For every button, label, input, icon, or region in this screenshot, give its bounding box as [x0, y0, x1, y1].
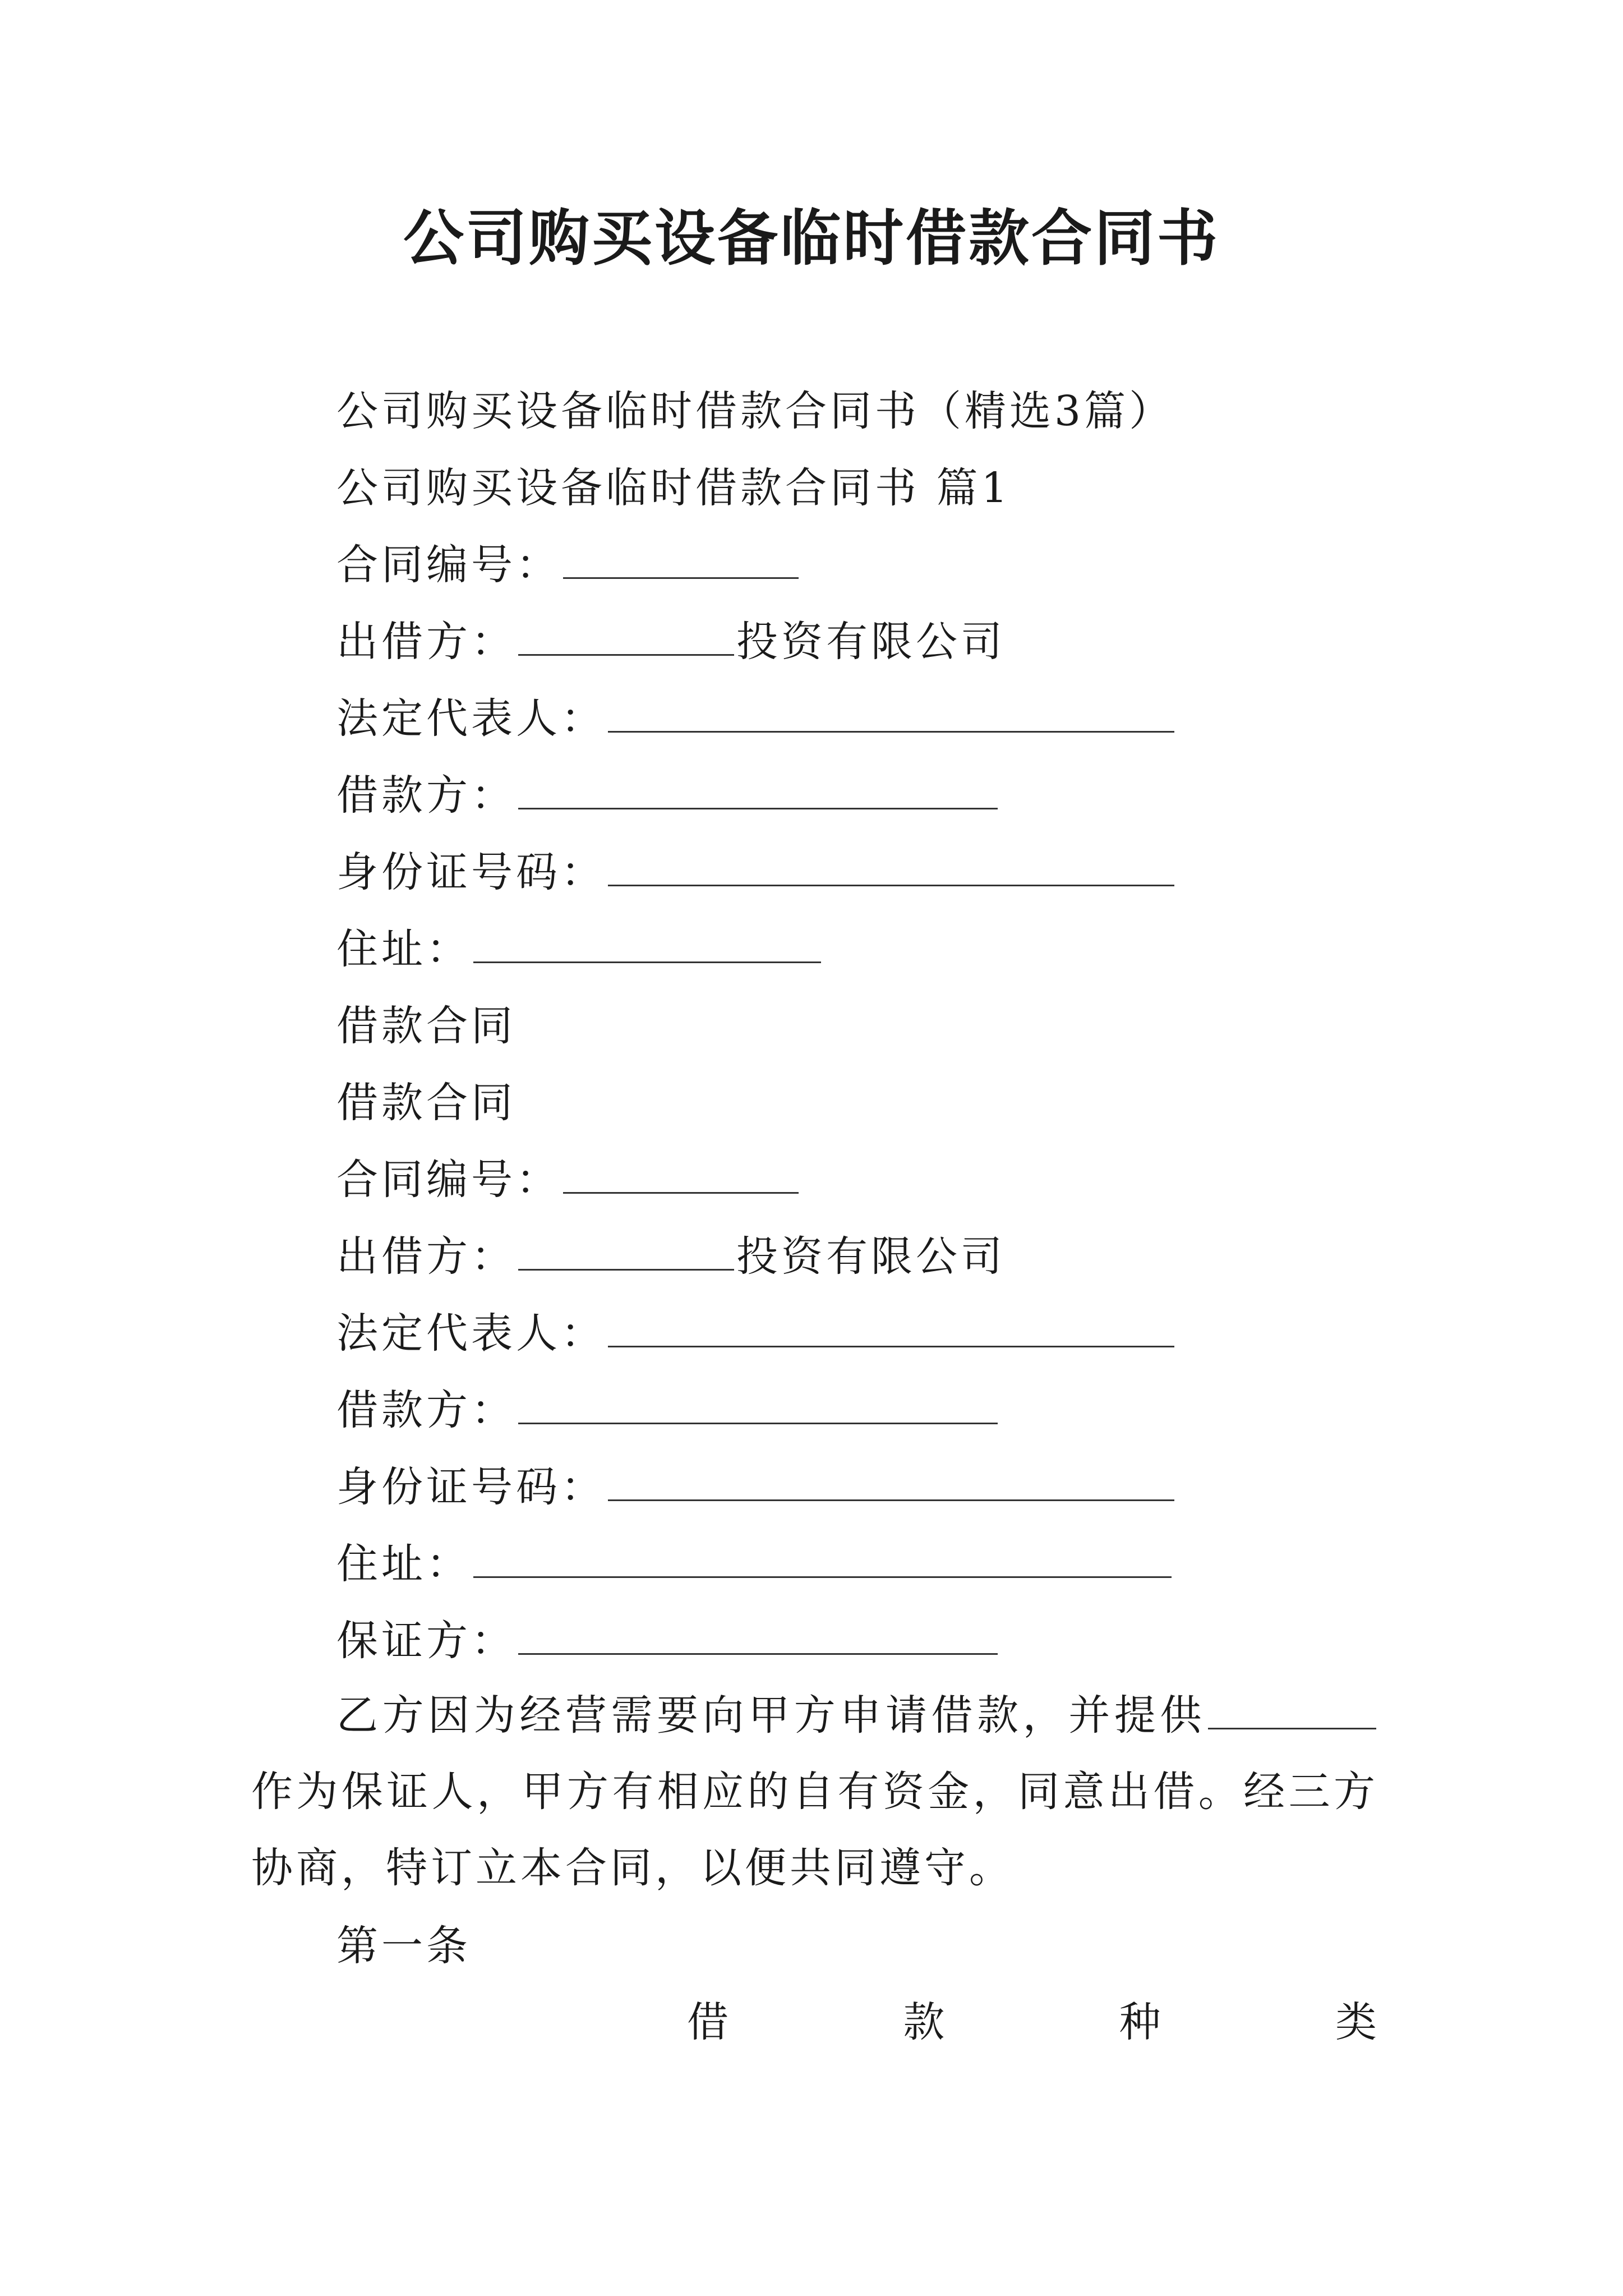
legal-representative-row	[336, 688, 1177, 749]
borrower-row	[336, 765, 1000, 826]
paragraph-text-before: 乙方因为经营需要向甲方申请借款，并提供	[336, 1691, 1206, 1740]
borrower-blank	[518, 773, 998, 809]
id-number-row	[336, 841, 1177, 903]
lender-suffix: 投资有限公司	[736, 618, 1006, 666]
id-number-blank	[608, 850, 1174, 886]
contract-number-label: 合同编号：	[336, 1156, 561, 1204]
borrower-row	[336, 1379, 1000, 1441]
contract-number-row	[336, 534, 801, 596]
document-title: 公司购买设备临时借款合同书	[403, 203, 1220, 274]
contract-number-blank	[563, 1157, 799, 1194]
loan-type-char: 类	[1335, 1998, 1377, 2046]
legal-representative-label: 法定代表人：	[336, 694, 606, 743]
contract-number-label: 合同编号：	[336, 541, 561, 589]
legal-representative-blank	[608, 696, 1174, 733]
legal-representative-label: 法定代表人：	[336, 1309, 606, 1358]
article-1-heading: 第一条	[336, 1922, 471, 1970]
guarantor-row	[336, 1610, 1000, 1672]
id-number-label: 身份证号码：	[336, 848, 606, 896]
loan-type-heading	[687, 1991, 1377, 2053]
borrower-label: 借款方：	[336, 1386, 516, 1434]
loan-type-char: 款	[903, 1998, 945, 2046]
id-number-label: 身份证号码：	[336, 1463, 606, 1511]
address-blank	[473, 1542, 1172, 1578]
address-label: 住址：	[336, 1540, 471, 1588]
borrower-blank	[518, 1388, 998, 1424]
id-number-row	[336, 1456, 1177, 1518]
document-subtitle: 公司购买设备临时借款合同书（精选3篇）	[336, 387, 1174, 435]
loan-type-char: 种	[1119, 1998, 1161, 2046]
lender-row	[336, 1226, 1006, 1287]
contract-number-blank	[563, 542, 799, 579]
lender-blank	[518, 1234, 734, 1271]
loan-type-char: 借	[687, 1998, 728, 2046]
address-blank	[473, 927, 821, 963]
legal-representative-blank	[608, 1311, 1174, 1347]
id-number-blank	[608, 1465, 1174, 1501]
borrower-label: 借款方：	[336, 771, 516, 820]
heading-loan-contract-b: 借款合同	[336, 1079, 516, 1127]
legal-representative-row	[336, 1303, 1177, 1364]
guarantor-blank	[518, 1618, 998, 1655]
heading-loan-contract-a: 借款合同	[336, 1002, 516, 1050]
lender-label: 出借方：	[336, 1232, 516, 1281]
lender-blank	[518, 619, 734, 656]
address-label: 住址：	[336, 925, 471, 973]
guarantor-label: 保证方：	[336, 1617, 516, 1665]
lender-row	[336, 611, 1006, 673]
contract-number-row	[336, 1149, 801, 1211]
paragraph-text-after: 作为保证人，甲方有相应的自有资金，同意出借。经三方协商，特订立本合同，以便共同遵守。	[251, 1768, 1378, 1892]
section-heading: 公司购买设备临时借款合同书 篇1	[336, 464, 1011, 512]
guarantor-name-blank	[1208, 1693, 1376, 1729]
address-row	[336, 1533, 1174, 1595]
body-paragraph	[251, 1677, 1378, 1906]
address-row	[336, 918, 823, 980]
lender-label: 出借方：	[336, 618, 516, 666]
lender-suffix: 投资有限公司	[736, 1232, 1006, 1281]
